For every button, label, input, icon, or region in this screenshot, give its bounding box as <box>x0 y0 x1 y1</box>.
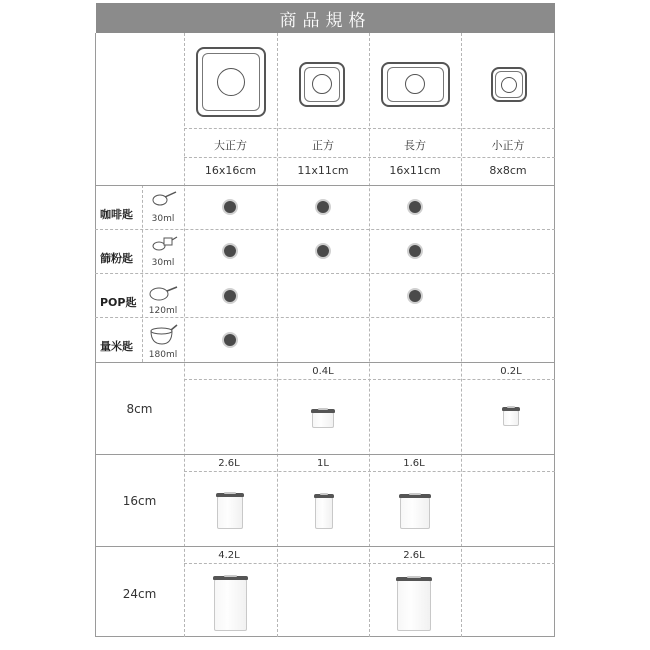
rice-scoop-icon <box>148 322 180 348</box>
sifter-scoop-icon <box>150 232 180 254</box>
volume-label: 4.2L <box>218 550 240 561</box>
size-name: 正方 <box>312 139 334 152</box>
grid-line <box>184 128 555 129</box>
availability-dot <box>224 201 236 213</box>
height-label: 24cm <box>122 587 157 601</box>
availability-dot <box>224 334 236 346</box>
spoon-volume: 180ml <box>148 350 178 360</box>
grid-line <box>95 273 555 274</box>
container-image <box>397 580 431 631</box>
container-image <box>400 497 430 529</box>
availability-dot <box>409 201 421 213</box>
page-title: 商品規格 <box>96 3 555 33</box>
size-dimension: 16x16cm <box>204 164 257 177</box>
grid-line <box>95 229 555 230</box>
spoon-volume: 30ml <box>151 258 175 268</box>
volume-label: 0.4L <box>312 366 334 377</box>
availability-dot <box>317 245 329 257</box>
availability-dot <box>224 245 236 257</box>
volume-label: 2.6L <box>403 550 425 561</box>
container-image <box>214 579 247 631</box>
size-dimension: 16x11cm <box>389 164 441 177</box>
grid-line <box>95 546 555 547</box>
volume-label: 2.6L <box>218 458 240 469</box>
coffee-scoop-icon <box>150 188 180 210</box>
availability-dot <box>409 290 421 302</box>
spoon-name: 量米匙 <box>100 340 133 353</box>
grid-line <box>184 471 555 472</box>
height-label: 16cm <box>122 494 157 508</box>
spoon-volume: 120ml <box>148 306 178 316</box>
grid-line <box>95 454 555 455</box>
availability-dot <box>224 290 236 302</box>
spoon-name: POP匙 <box>100 296 137 309</box>
spoon-volume: 30ml <box>151 214 175 224</box>
grid-line <box>184 379 555 380</box>
container-image <box>503 410 519 426</box>
size-name: 大正方 <box>214 139 247 152</box>
grid-line <box>184 563 555 564</box>
size-dimension: 8x8cm <box>489 164 527 177</box>
grid-line <box>95 185 555 186</box>
grid-line <box>95 362 555 363</box>
availability-dot <box>409 245 421 257</box>
volume-label: 1L <box>317 458 329 469</box>
availability-dot <box>317 201 329 213</box>
size-name: 小正方 <box>491 139 525 152</box>
pop-scoop-icon <box>148 280 180 304</box>
volume-label: 0.2L <box>500 366 522 377</box>
volume-label: 1.6L <box>403 458 425 469</box>
container-image <box>312 412 334 428</box>
size-name: 長方 <box>404 139 426 152</box>
height-label: 8cm <box>126 402 153 416</box>
grid-line <box>184 157 555 158</box>
size-dimension: 11x11cm <box>297 164 349 177</box>
container-image <box>315 497 333 529</box>
spoon-name: 篩粉匙 <box>100 252 133 265</box>
container-image <box>217 496 243 529</box>
spoon-name: 咖啡匙 <box>100 208 133 221</box>
grid-line <box>95 317 555 318</box>
